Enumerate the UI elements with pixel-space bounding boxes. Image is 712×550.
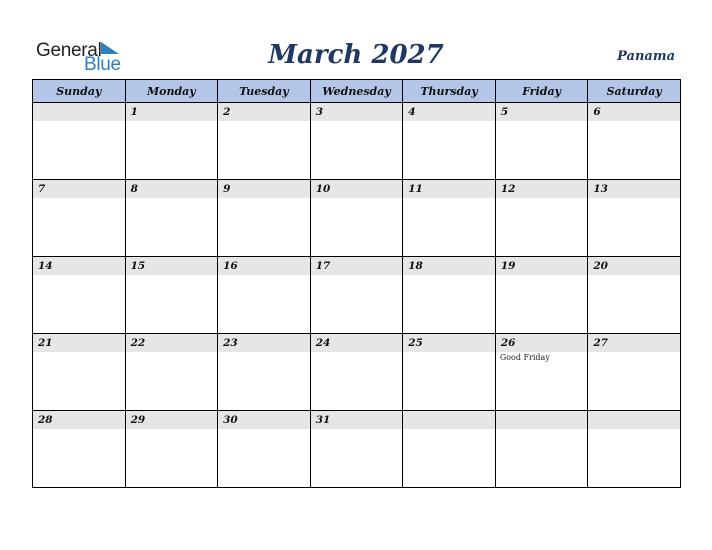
logo-text-blue: Blue	[84, 54, 121, 75]
day-cell	[125, 103, 218, 180]
calendar-body	[33, 103, 681, 488]
day-cell	[125, 257, 218, 334]
day-number: 17	[311, 257, 403, 275]
month-calendar	[32, 79, 681, 488]
day-number: 16	[218, 257, 310, 275]
day-number: 13	[588, 180, 680, 198]
day-number: 8	[126, 180, 218, 198]
day-cell	[495, 180, 588, 257]
day-cell	[588, 180, 681, 257]
weekday-header-friday: Friday	[495, 80, 588, 103]
day-number: 4	[403, 103, 495, 121]
day-cell	[588, 257, 681, 334]
day-number: 10	[311, 180, 403, 198]
day-number: 25	[403, 334, 495, 352]
weekday-header-monday: Monday	[125, 80, 218, 103]
country-label: Panama	[617, 49, 675, 64]
day-cell	[495, 334, 588, 411]
day-cell	[125, 411, 218, 488]
day-number	[496, 411, 588, 429]
day-cell	[218, 103, 311, 180]
day-number: 18	[403, 257, 495, 275]
week-row	[33, 334, 681, 411]
day-number: 26	[496, 334, 588, 352]
day-number: 22	[126, 334, 218, 352]
day-number: 6	[588, 103, 680, 121]
day-cell	[310, 180, 403, 257]
day-number: 19	[496, 257, 588, 275]
day-number: 29	[126, 411, 218, 429]
day-cell	[125, 180, 218, 257]
day-number: 12	[496, 180, 588, 198]
day-cell	[495, 257, 588, 334]
empty-day-cell	[403, 411, 496, 488]
day-number: 20	[588, 257, 680, 275]
day-number: 3	[311, 103, 403, 121]
day-number: 15	[126, 257, 218, 275]
day-number: 1	[126, 103, 218, 121]
day-cell	[218, 411, 311, 488]
day-number	[33, 103, 125, 121]
day-cell	[33, 411, 126, 488]
day-number: 30	[218, 411, 310, 429]
day-cell	[588, 103, 681, 180]
day-cell	[403, 334, 496, 411]
day-number: 9	[218, 180, 310, 198]
day-cell	[310, 411, 403, 488]
week-row	[33, 180, 681, 257]
day-cell	[310, 257, 403, 334]
weekday-header-row	[33, 80, 681, 103]
day-number: 24	[311, 334, 403, 352]
day-cell	[403, 180, 496, 257]
day-cell	[218, 180, 311, 257]
empty-day-cell	[33, 103, 126, 180]
holiday-label: Good Friday	[499, 353, 550, 362]
day-cell	[403, 257, 496, 334]
day-cell	[310, 103, 403, 180]
logo-text-general: General	[36, 40, 102, 61]
week-row	[33, 103, 681, 180]
weekday-header-saturday: Saturday	[588, 80, 681, 103]
day-cell	[125, 334, 218, 411]
weekday-header-wednesday: Wednesday	[310, 80, 403, 103]
weekday-header-thursday: Thursday	[403, 80, 496, 103]
day-cell	[218, 257, 311, 334]
day-number: 2	[218, 103, 310, 121]
day-cell	[33, 257, 126, 334]
day-number: 14	[33, 257, 125, 275]
day-cell	[588, 334, 681, 411]
day-number: 7	[33, 180, 125, 198]
day-number: 23	[218, 334, 310, 352]
day-cell	[403, 103, 496, 180]
week-row	[33, 411, 681, 488]
day-number: 21	[33, 334, 125, 352]
day-number: 28	[33, 411, 125, 429]
day-cell	[310, 334, 403, 411]
day-number	[403, 411, 495, 429]
weekday-header-sunday: Sunday	[33, 80, 126, 103]
day-cell	[495, 103, 588, 180]
day-cell	[218, 334, 311, 411]
week-row	[33, 257, 681, 334]
day-number: 27	[588, 334, 680, 352]
day-cell	[33, 180, 126, 257]
day-number: 5	[496, 103, 588, 121]
empty-day-cell	[588, 411, 681, 488]
empty-day-cell	[495, 411, 588, 488]
day-number: 11	[403, 180, 495, 198]
day-number	[588, 411, 680, 429]
day-number: 31	[311, 411, 403, 429]
weekday-header-tuesday: Tuesday	[218, 80, 311, 103]
day-cell	[33, 334, 126, 411]
calendar-title: March 2027	[268, 40, 444, 70]
